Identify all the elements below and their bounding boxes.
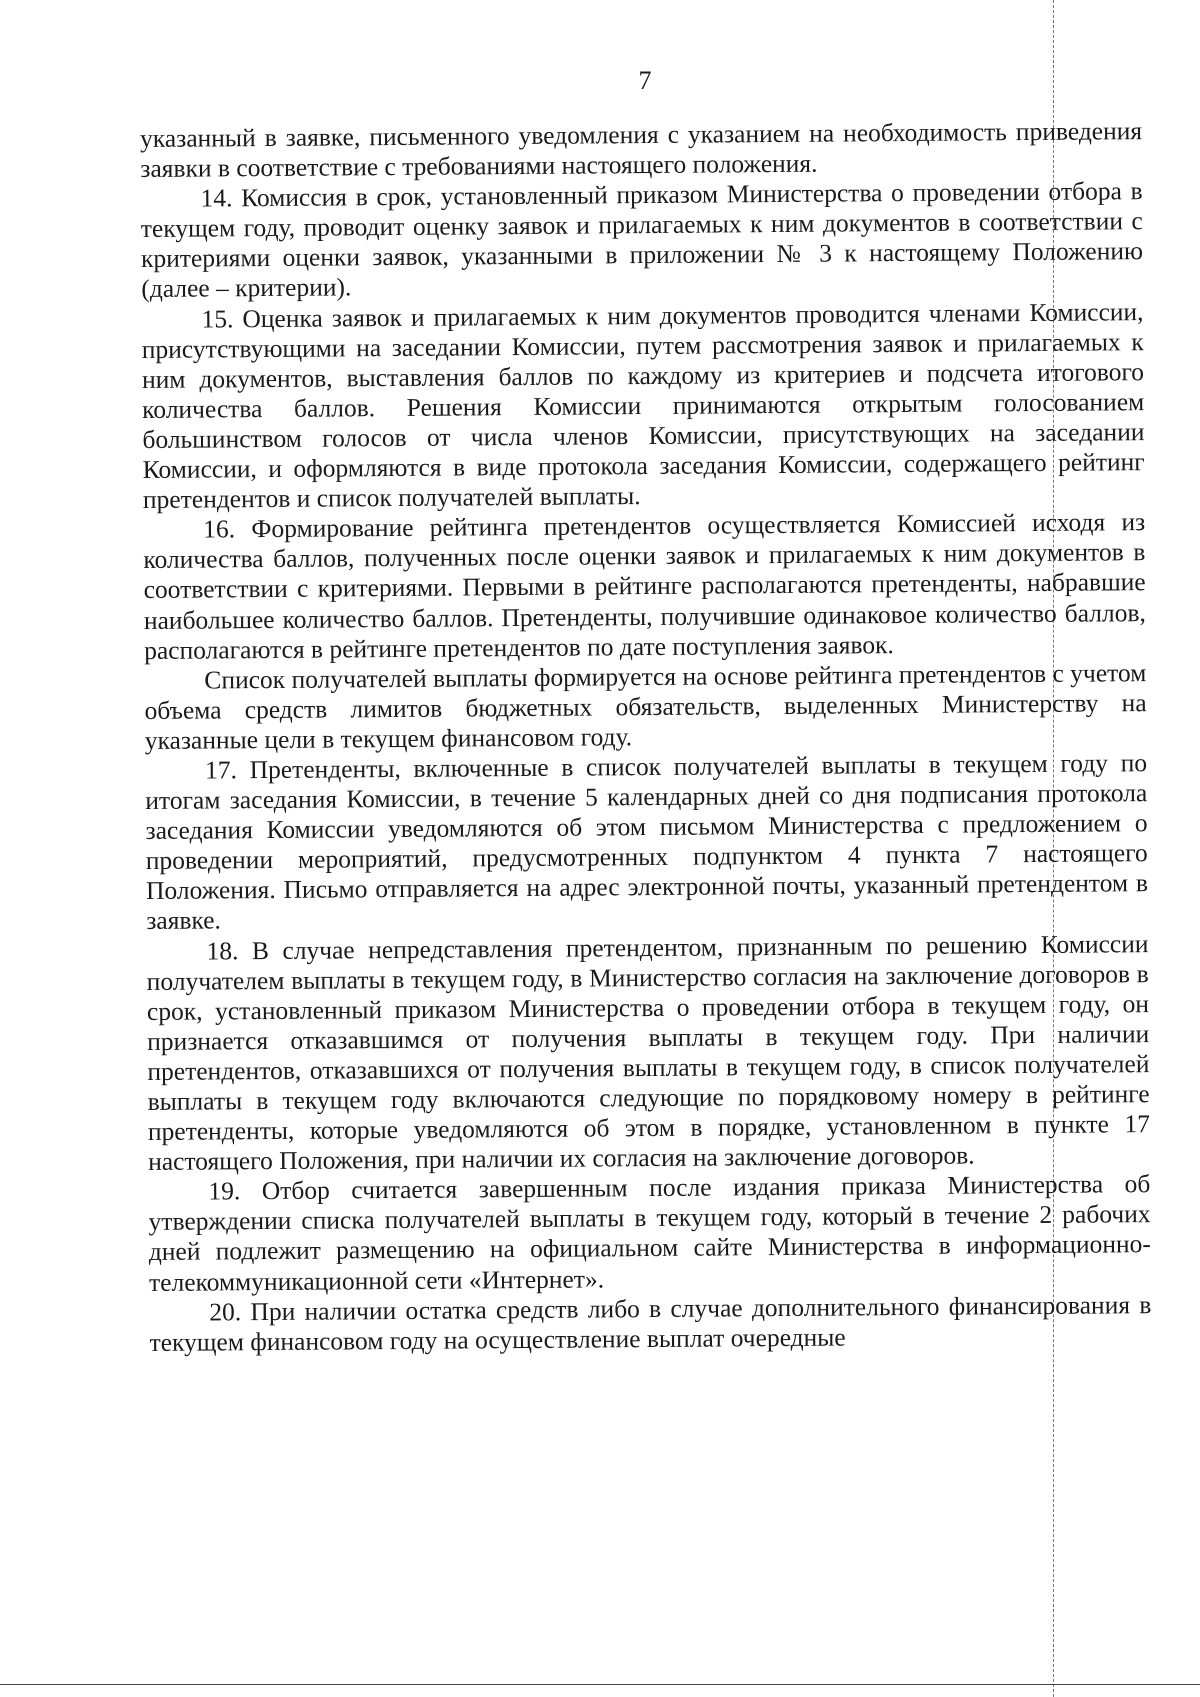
paragraph-continuation: указанный в заявке, письменного уведомления с указанием на необходимость приведения заявки в соответствие с требованиями настоящего положения. xyxy=(140,116,1143,184)
paragraph-19: 19. Отбор считается завершенным после издания приказа Министерства об утверждении списка получателей выплаты в текущем году, который в течение 2 рабочих дней подлежит размещению на официальном сайте Министерства в информационно-телекоммуникационной сети «Интернет». xyxy=(148,1169,1151,1297)
paragraph-18: 18. В случае непредставления претендентом, признанным по решению Комиссии получателем выплаты в текущем году, в Министерство согласия на заключение договоров в срок, установленный приказом Министерства о проведении отбора в текущем году, он признается отказавшимся от получения выплаты в текущем году. При наличии претендентов, отказавшихся от получения выплаты в текущем году, в список получателей выплаты в текущем году включаются следующие по порядковому номеру в рейтинге претенденты, которые уведомляются об этом в порядке, установленном в пункте 17 настоящего Положения, при наличии их согласия на заключение договоров. xyxy=(146,928,1150,1177)
document-body xyxy=(140,116,1152,1358)
scan-bottom-edge xyxy=(0,1684,1200,1685)
paragraph-15: 15. Оценка заявок и прилагаемых к ним документов проводится членами Комиссии, присутствующими на заседании Комиссии, путем рассмотрения заявок и прилагаемых к ним документов, выставления баллов по каждому из критериев и подсчета итогового количества баллов. Решения Комиссии принимаются открытым голосованием большинством голосов от числа членов Комиссии, присутствующих на заседании Комиссии, и оформляются в виде протокола заседания Комиссии, содержащего рейтинг претендентов и список получателей выплаты. xyxy=(141,296,1145,515)
paragraph-20: 20. При наличии остатка средств либо в случае дополнительного финансирования в текущем финансовом году на осуществление выплат очередные xyxy=(149,1289,1152,1357)
paragraph-16: 16. Формирование рейтинга претендентов осуществляется Комиссией исходя из количества баллов, полученных после оценки заявок и прилагаемых к ним документов в соответствии с критериями. Первыми в рейтинге располагаются претенденты, набравшие наибольшее количество баллов. Претенденты, получившие одинаковое количество баллов, располагаются в рейтинге претендентов по дате поступления заявок. xyxy=(143,507,1146,665)
page-number: 7 xyxy=(638,66,652,95)
paragraph-16-list: Список получателей выплаты формируется на основе рейтинга претендентов с учетом объема средств лимитов бюджетных обязательств, выделенных Министерству на указанные цели в текущем финансовом году. xyxy=(144,657,1147,755)
paragraph-14: 14. Комиссия в срок, установленный приказом Министерства о проведении отбора в текущем году, проводит оценку заявок и прилагаемых к ним документов в соответствии с критериями оценки заявок, указанными в приложении № 3 к настоящему Положению (далее – критерии). xyxy=(140,176,1144,304)
paragraph-17: 17. Претенденты, включенные в список получателей выплаты в текущем году по итогам заседания Комиссии, в течение 5 календарных дней со дня подписания протокола заседания Комиссии уведомляются об этом письмом Министерства с предложением о проведении мероприятий, предусмотренных подпунктом 4 пункта 7 настоящего Положения. Письмо отправляется на адрес электронной почты, указанный претендентом в заявке. xyxy=(145,748,1149,936)
